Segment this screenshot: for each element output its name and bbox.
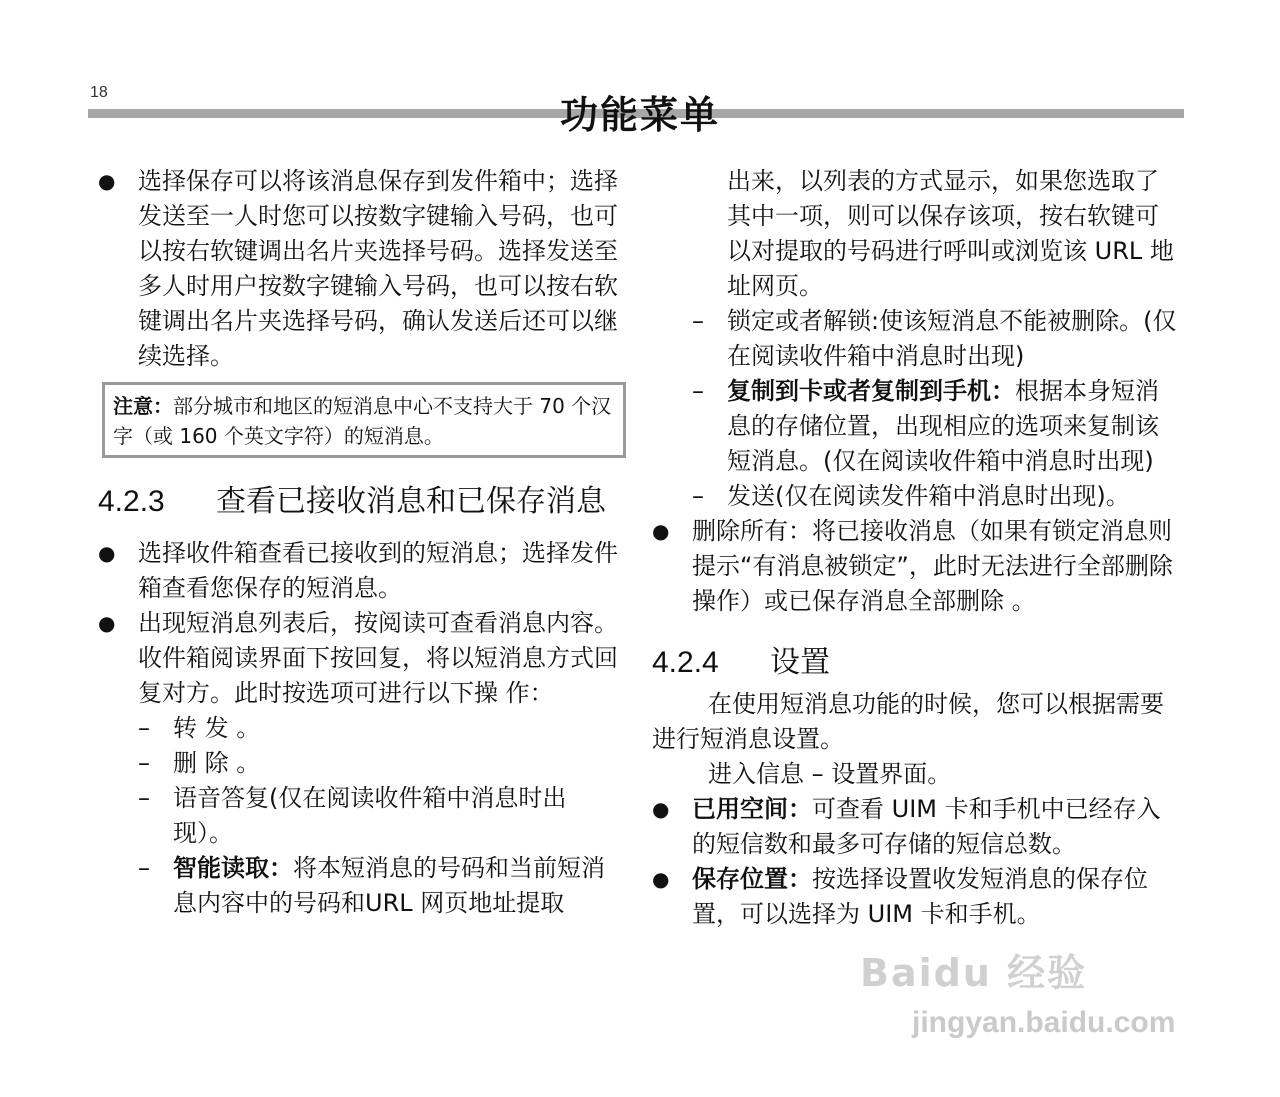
dash-mark: – — [138, 714, 150, 742]
option-smart-read-label: 智能读取： — [173, 854, 293, 882]
option-copy-text: 根据本身短消息的存储位置，出现相应的选项来复制该短消息。(仅在阅读收件箱中消息时出现) — [727, 377, 1159, 475]
dash-mark: – — [138, 854, 150, 882]
used-space-text: 可查看 UIM 卡和手机中已经存入的短信数和最多可存储的短信总数。 — [692, 795, 1161, 858]
bullet-message-list: ● 出现短消息列表后，按阅读可查看消息内容。收件箱阅读界面下按回复，将以短消息方式回复对方。此时按选项可进行以下操 作： — [98, 606, 623, 711]
watermark-logo: Baidu 经验 — [860, 951, 1088, 995]
page-title: 功能菜单 — [559, 93, 720, 137]
section-title: 查看已接收消息和已保存消息 — [216, 484, 606, 519]
option-delete-label: 删 除 。 — [173, 749, 261, 777]
option-send — [652, 479, 1182, 514]
bullet-save-location — [652, 862, 1182, 932]
settings-intro: 在使用短消息功能的时候，您可以根据需要进行短消息设置。 — [652, 690, 1164, 753]
bullet-save-send: ● 选择保存可以将该消息保存到发件箱中；选择发送至一人时您可以按数字键输入号码，也可以按右软键调出名片夹选择号码。选择发送至多人时用户按数字键输入号码，也可以按右软键调出名片夹选择号码，确认发送后还可以继续选择。 — [98, 164, 623, 374]
option-delete — [98, 746, 623, 781]
option-lock-text: 锁定或者解锁:使该短消息不能被删除。(仅在阅读收件箱中消息时出现) — [727, 307, 1177, 370]
save-location-text: 按选择设置收发短消息的保存位置，可以选择为 UIM 卡和手机。 — [692, 865, 1148, 928]
section-number: 4.2.3 — [98, 485, 165, 518]
option-smart-read — [98, 851, 623, 921]
dash-mark: – — [692, 377, 704, 405]
note-text: 部分城市和地区的短消息中心不支持大于 70 个汉字（或 160 个英文字符）的短消息。 — [113, 394, 612, 448]
option-voice-reply-label: 语音答复(仅在阅读收件箱中消息时出现）。 — [173, 784, 567, 847]
dash-mark: – — [692, 482, 704, 510]
section-number: 4.2.4 — [652, 646, 719, 679]
option-smart-read-continued: 出来，以列表的方式显示，如果您选取了其中一项，则可以保存该项，按右软键可以对提取的号码进行呼叫或浏览该 URL 地址网页。 — [727, 167, 1174, 300]
watermark-url: jingyan.baidu.com — [912, 1006, 1176, 1039]
page-number: 18 — [90, 84, 108, 101]
option-smart-read-text: 将本短消息的号码和当前短消息内容中的号码和URL 网页地址提取 — [173, 854, 605, 917]
option-forward — [98, 711, 623, 746]
note-label: 注意： — [113, 394, 173, 418]
option-copy-label: 复制到卡或者复制到手机： — [727, 377, 1015, 405]
bullet-used-space — [652, 792, 1182, 862]
option-forward-label: 转 发 。 — [173, 714, 261, 742]
dash-mark: – — [138, 749, 150, 777]
option-copy — [652, 374, 1182, 479]
option-voice-reply — [98, 781, 623, 851]
right-column — [652, 164, 1182, 932]
option-lock — [652, 304, 1182, 374]
section-heading-424 — [652, 639, 1182, 687]
note-box — [102, 382, 626, 458]
dash-mark: – — [138, 784, 150, 812]
dash-mark: – — [692, 307, 704, 335]
save-location-label: 保存位置： — [692, 865, 812, 893]
bullet-delete-all: ● 删除所有：将已接收消息（如果有锁定消息则提示“有消息被锁定”，此时无法进行全部删除操作）或已保存消息全部删除 。 — [652, 514, 1182, 619]
used-space-label: 已用空间： — [692, 795, 812, 823]
option-send-text: 发送(仅在阅读发件箱中消息时出现)。 — [727, 482, 1130, 510]
section-title: 设置 — [770, 645, 830, 680]
section-heading-423 — [98, 478, 623, 526]
bullet-view-inbox: ● 选择收件箱查看已接收到的短消息；选择发件箱查看您保存的短消息。 — [98, 536, 623, 606]
settings-path: 进入信息 – 设置界面。 — [708, 760, 952, 788]
left-column — [98, 164, 623, 921]
